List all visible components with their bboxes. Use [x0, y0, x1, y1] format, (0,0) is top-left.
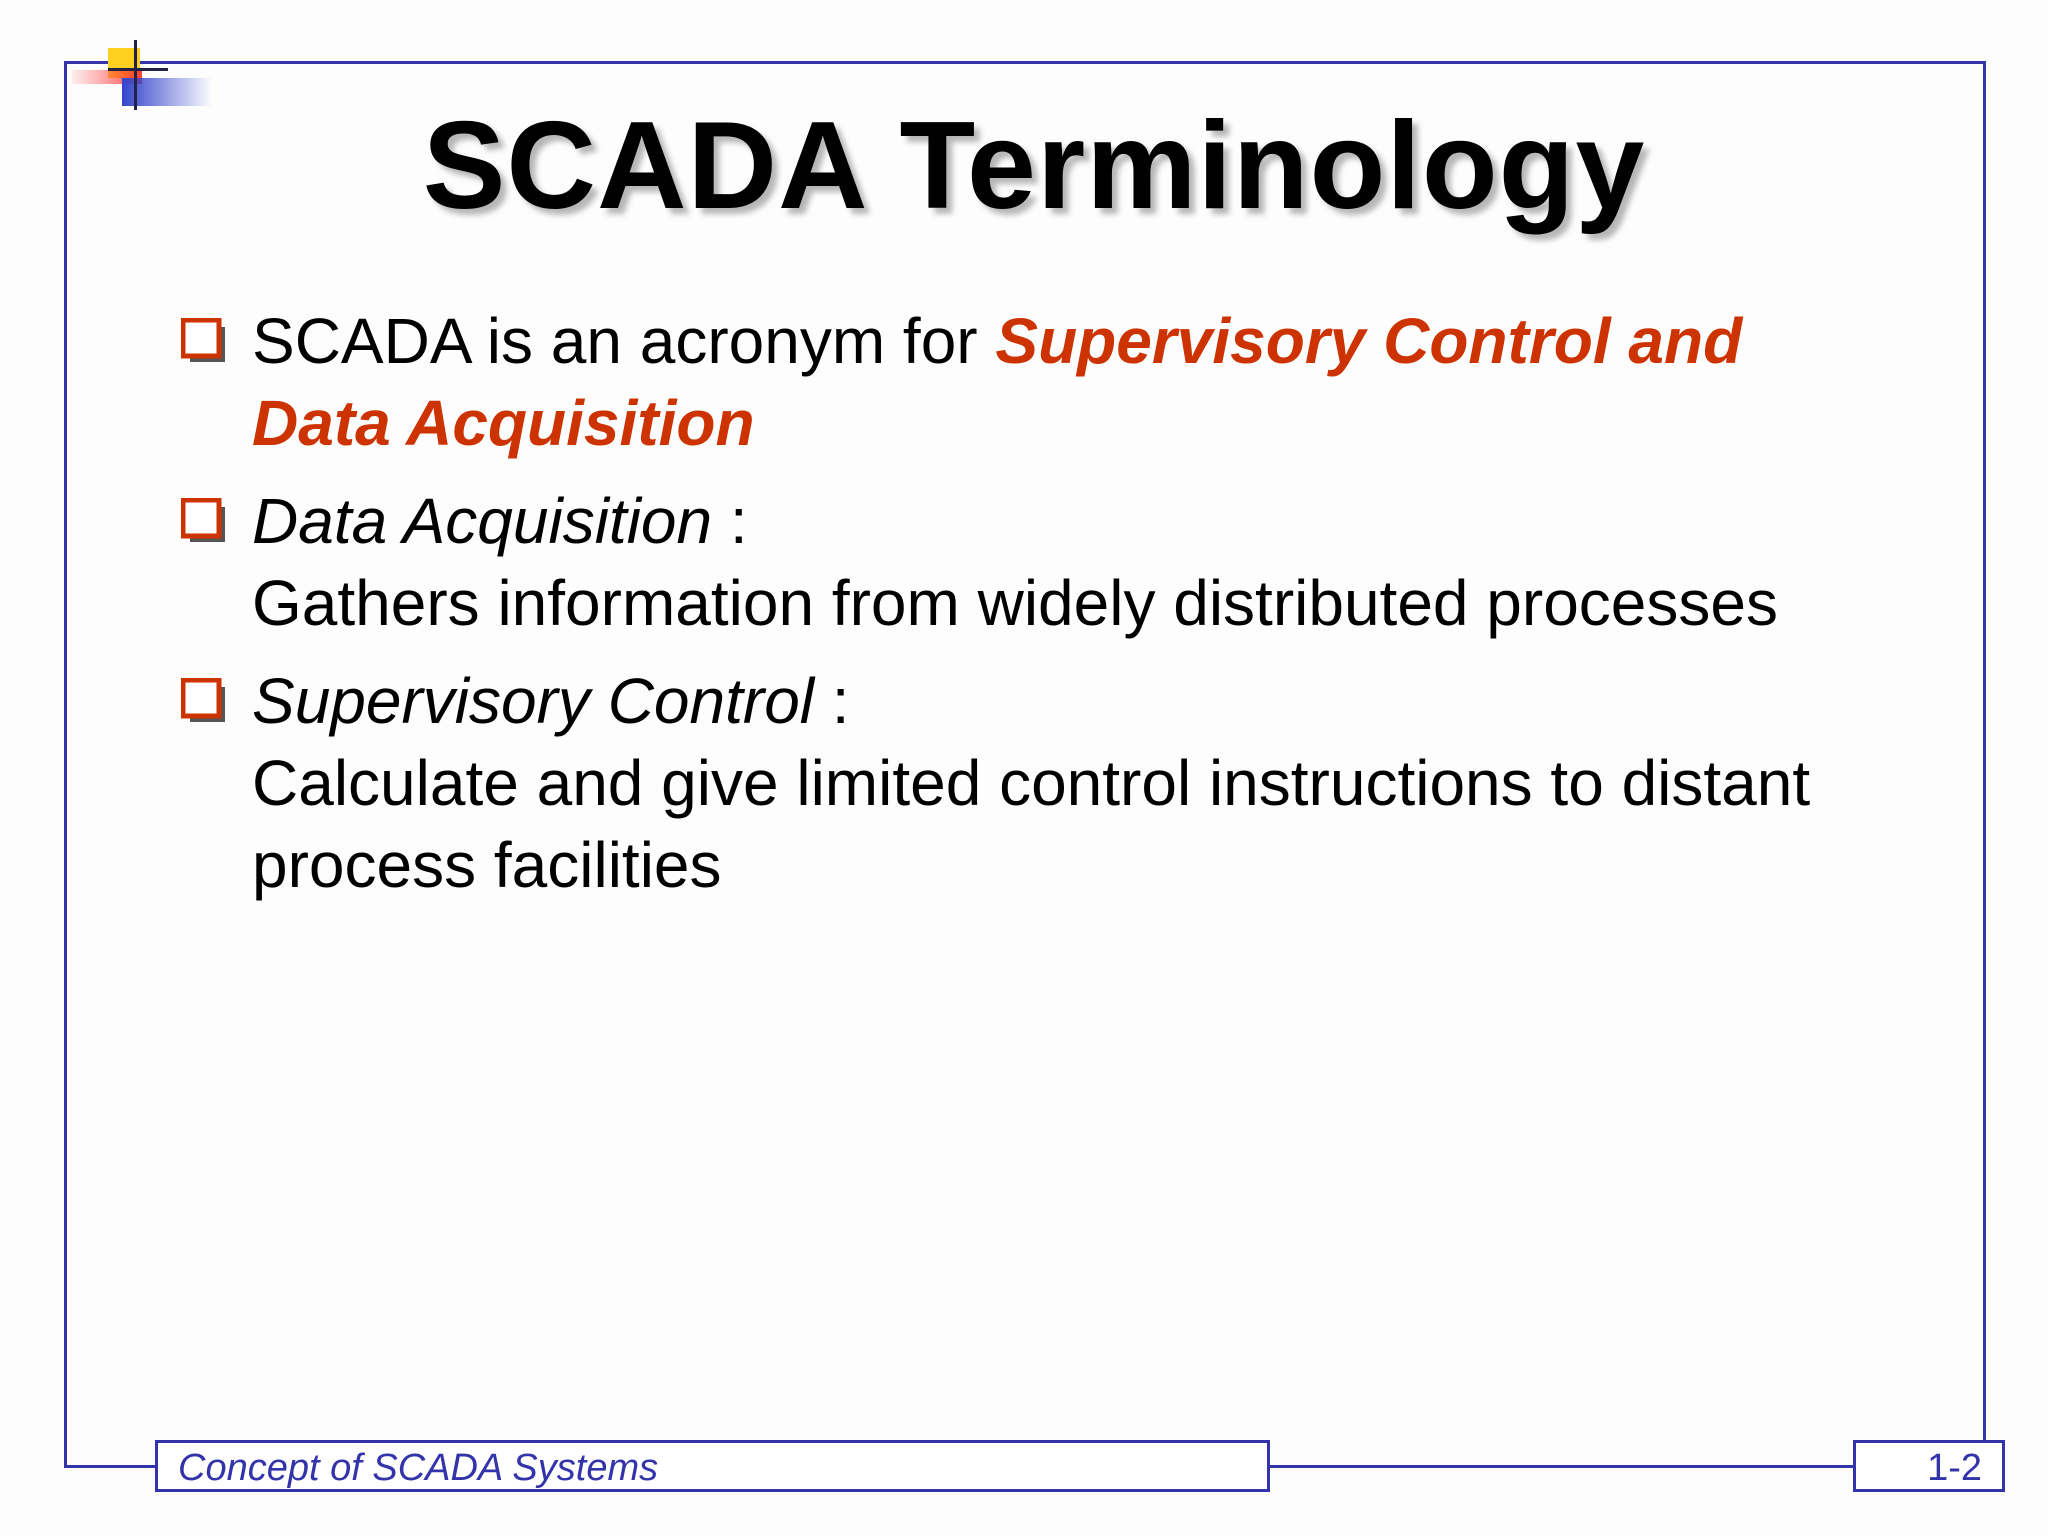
bullet-item — [176, 300, 1876, 464]
footer-course-title: Concept of SCADA Systems — [178, 1447, 659, 1489]
acronym-expansion: Supervisory Control and Data Acquisition — [252, 305, 1743, 459]
checkbox-bullet-icon — [181, 498, 225, 542]
bullet-text: SCADA is an acronym for — [252, 305, 996, 377]
term-separator: : — [814, 665, 850, 737]
bullet-list — [176, 300, 1876, 922]
footer-page-box — [1853, 1440, 2005, 1492]
checkbox-bullet-icon — [181, 318, 225, 362]
page-number: 1-2 — [1927, 1447, 1982, 1489]
frame-divider — [1270, 1465, 1854, 1468]
frame-divider — [64, 1465, 156, 1468]
footer-course-box — [155, 1440, 1270, 1492]
corner-logo-icon — [72, 40, 212, 110]
term-separator: : — [712, 485, 748, 557]
term: Data Acquisition — [252, 485, 713, 557]
checkbox-bullet-icon — [181, 678, 225, 722]
definition: Calculate and give limited control instructions to distant process facilities — [252, 747, 1811, 901]
definition: Gathers information from widely distributed processes — [252, 567, 1778, 639]
bullet-item — [176, 660, 1876, 906]
slide-title: SCADA Terminology — [422, 97, 1646, 235]
term: Supervisory Control — [252, 665, 814, 737]
bullet-item — [176, 480, 1876, 644]
